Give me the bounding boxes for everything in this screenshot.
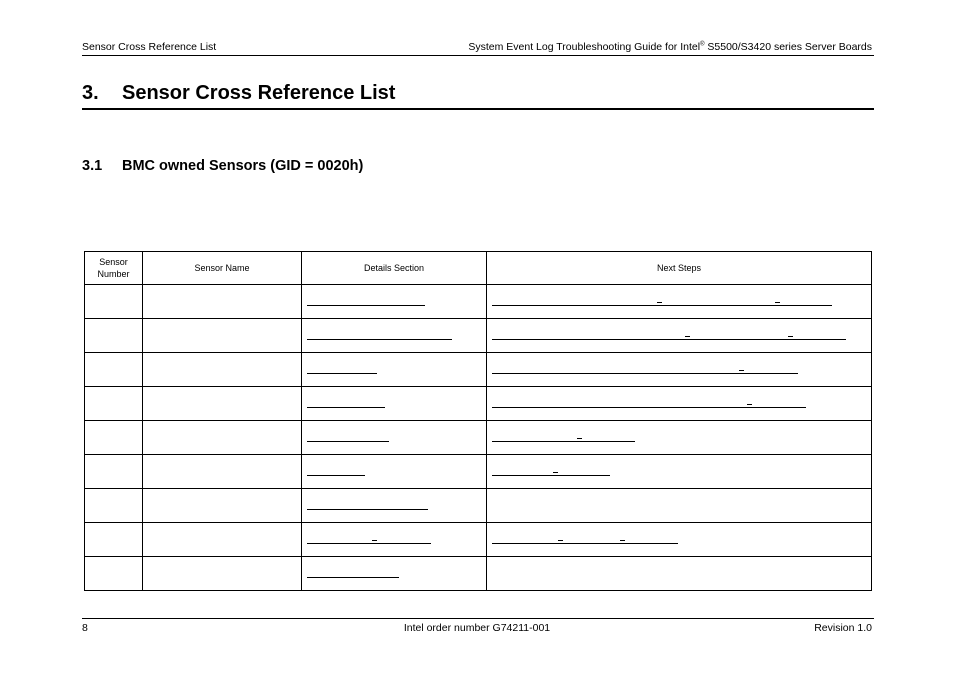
cell-next-steps <box>487 421 872 455</box>
cell-details-section <box>302 353 487 387</box>
page-number: 8 <box>82 622 88 634</box>
cell-details-section <box>302 557 487 591</box>
table-row <box>85 387 872 421</box>
table-row <box>85 455 872 489</box>
subsection-heading <box>82 158 363 174</box>
table-row <box>85 285 872 319</box>
details-section-link[interactable] <box>307 339 452 340</box>
table-header-row <box>85 252 872 285</box>
header-details-section: Details Section <box>302 252 487 285</box>
cell-details-section <box>302 421 487 455</box>
table-row <box>85 353 872 387</box>
running-header-left: Sensor Cross Reference List <box>82 41 217 53</box>
cell-details-section <box>302 455 487 489</box>
subsection-number: 3.1 <box>82 158 103 174</box>
cell-sensor-number <box>85 353 143 387</box>
next-steps-link[interactable] <box>492 475 610 476</box>
details-section-link[interactable] <box>307 475 365 476</box>
cell-next-steps <box>487 455 872 489</box>
revision: Revision 1.0 <box>814 622 872 634</box>
cell-sensor-name <box>143 557 302 591</box>
subsection-title: BMC owned Sensors (GID = 0020h) <box>122 158 364 174</box>
next-steps-link[interactable] <box>492 305 832 306</box>
cell-sensor-name <box>143 489 302 523</box>
header-next-steps: Next Steps <box>487 252 872 285</box>
cell-details-section <box>302 319 487 353</box>
cell-next-steps <box>487 489 872 523</box>
cell-details-section <box>302 489 487 523</box>
table-row <box>85 319 872 353</box>
footer-rule <box>82 618 874 619</box>
table-row <box>85 421 872 455</box>
header-sensor-number: Sensor Number <box>85 252 143 285</box>
cell-sensor-number <box>85 421 143 455</box>
section-rule <box>82 108 874 110</box>
details-section-link[interactable] <box>307 577 399 578</box>
cell-next-steps <box>487 285 872 319</box>
cell-details-section <box>302 387 487 421</box>
details-section-link[interactable] <box>307 305 425 306</box>
details-section-link[interactable] <box>307 407 385 408</box>
details-section-link[interactable] <box>307 509 428 510</box>
section-number: 3. <box>82 82 99 104</box>
table-row <box>85 489 872 523</box>
cell-sensor-name <box>143 455 302 489</box>
sensor-cross-reference-table <box>84 251 872 591</box>
cell-sensor-name <box>143 285 302 319</box>
details-section-link[interactable] <box>307 543 431 544</box>
section-title: Sensor Cross Reference List <box>122 82 396 104</box>
cell-sensor-number <box>85 557 143 591</box>
cell-sensor-name <box>143 421 302 455</box>
cell-next-steps <box>487 523 872 557</box>
details-section-link[interactable] <box>307 373 377 374</box>
cell-sensor-name <box>143 353 302 387</box>
cell-details-section <box>302 523 487 557</box>
cell-sensor-number <box>85 285 143 319</box>
cell-sensor-number <box>85 455 143 489</box>
cell-next-steps <box>487 319 872 353</box>
next-steps-link[interactable] <box>492 441 635 442</box>
next-steps-link[interactable] <box>492 543 678 544</box>
next-steps-link[interactable] <box>492 339 846 340</box>
next-steps-link[interactable] <box>492 407 806 408</box>
registered-mark: ® <box>700 41 705 48</box>
running-header-right: System Event Log Troubleshooting Guide for Intel® S5500/S3420 series Server Boards <box>468 41 872 53</box>
order-number: Intel order number G74211-001 <box>403 622 551 634</box>
cell-next-steps <box>487 353 872 387</box>
cell-sensor-number <box>85 489 143 523</box>
cell-sensor-number <box>85 523 143 557</box>
cell-sensor-name <box>143 387 302 421</box>
cell-sensor-number <box>85 319 143 353</box>
cell-sensor-name <box>143 523 302 557</box>
header-rule <box>82 55 874 56</box>
cell-sensor-name <box>143 319 302 353</box>
cell-details-section <box>302 285 487 319</box>
header-sensor-name: Sensor Name <box>143 252 302 285</box>
cell-sensor-number <box>85 387 143 421</box>
table-row <box>85 557 872 591</box>
table-row <box>85 523 872 557</box>
next-steps-link[interactable] <box>492 373 798 374</box>
cell-next-steps <box>487 557 872 591</box>
cell-next-steps <box>487 387 872 421</box>
details-section-link[interactable] <box>307 441 389 442</box>
section-heading <box>82 82 395 105</box>
